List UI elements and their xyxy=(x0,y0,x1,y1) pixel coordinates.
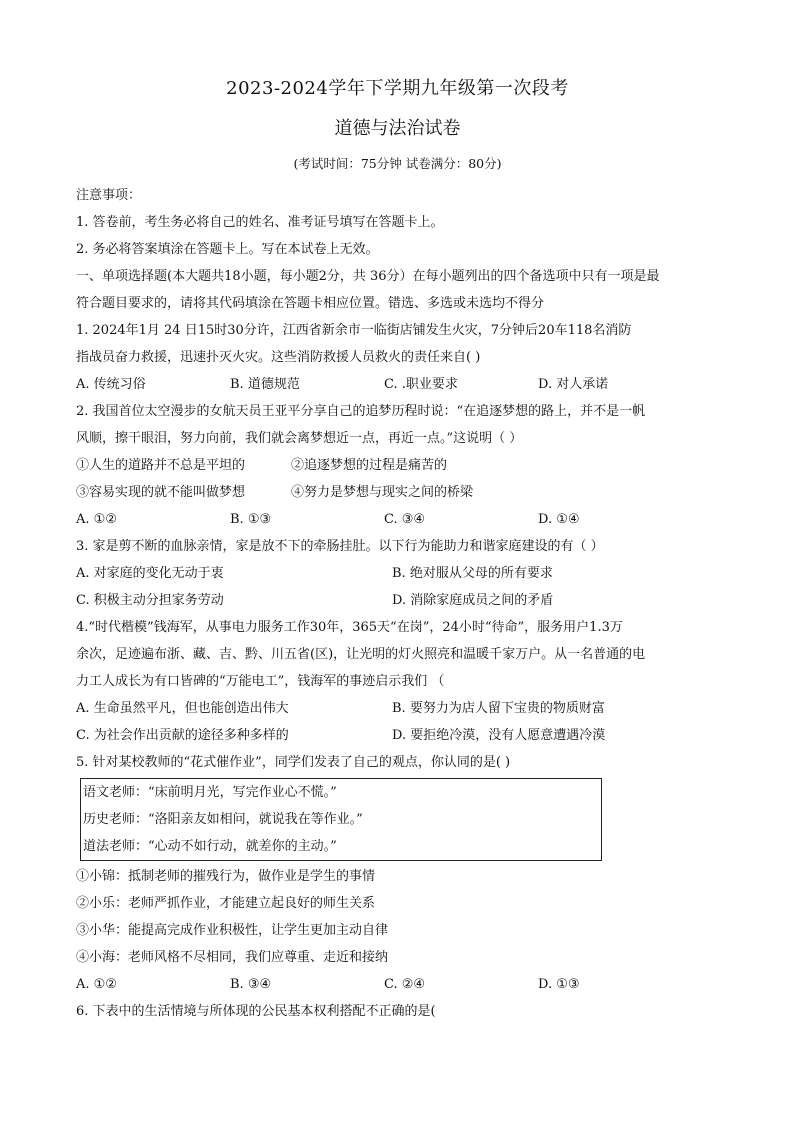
statement: ④小海：老师风格不尽相同，我们应尊重、走近和接纳 xyxy=(76,950,389,965)
note-item: 1. 答卷前，考生务必将自己的姓名、准考证号填写在答题卡上。 xyxy=(76,215,444,230)
option-c: C. 积极主动分担家务劳动 xyxy=(76,593,224,608)
question-4-text: 余次，足迹遍布浙、藏、吉、黔、川五省(区)，让光明的灯火照亮和温暖千家万户。从一名普通的电 xyxy=(76,647,646,662)
option-b: B. ③④ xyxy=(230,977,272,992)
section-instruction: 一、单项选择题(本大题共18小题，每小题2分，共 36分）在每小题列出的四个备选项中只有一项是最 xyxy=(76,269,660,284)
teacher-quote: 道法老师：“心动不如行动，就差你的主动。” xyxy=(83,839,337,854)
question-3-options xyxy=(76,587,719,614)
statement: ①人生的道路并不总是平坦的 xyxy=(76,458,246,473)
question-1-text: 指战员奋力救援，迅速扑灭火灾。这些消防救援人员救火的责任来自( ) xyxy=(76,350,481,365)
question-1-options xyxy=(76,371,719,398)
option-b: B. 绝对服从父母的所有要求 xyxy=(392,566,553,581)
option-a: A. 生命虽然平凡，但也能创造出伟大 xyxy=(76,701,289,716)
option-d: D. 要拒绝冷漠，没有人愿意遭遇冷漠 xyxy=(392,728,606,743)
statement: ①小锦：抵制老师的摧残行为，做作业是学生的事情 xyxy=(76,869,376,884)
option-a: A. 传统习俗 xyxy=(76,377,146,392)
exam-title: 2023-2024学年下学期九年级第一次段考 xyxy=(226,78,569,99)
exam-subject: 道德与法治试卷 xyxy=(334,118,461,139)
option-c: C. .职业要求 xyxy=(384,377,458,392)
statement: ④努力是梦想与现实之间的桥梁 xyxy=(291,485,474,500)
statement: ②追逐梦想的过程是痛苦的 xyxy=(291,458,448,473)
notes-heading: 注意事项： xyxy=(76,188,142,203)
option-c: C. ②④ xyxy=(384,977,426,992)
option-d: D. ①③ xyxy=(538,977,580,992)
option-b: B. 要努力为店人留下宝贵的物质财富 xyxy=(392,701,605,716)
question-3-options xyxy=(76,560,719,587)
statement: ②小乐：老师严抓作业，才能建立起良好的师生关系 xyxy=(76,896,376,911)
option-b: B. ①③ xyxy=(230,512,272,527)
option-a: A. 对家庭的变化无动于衷 xyxy=(76,566,224,581)
statement: ③容易实现的就不能叫做梦想 xyxy=(76,485,246,500)
option-d: D. 消除家庭成员之间的矛盾 xyxy=(392,593,554,608)
question-5-text: 5. 针对某校教师的“花式催作业”，同学们发表了自己的观点，你认同的是( ) xyxy=(76,755,511,770)
question-2-options xyxy=(76,506,719,533)
teacher-quote: 语文老师：“床前明月光，写完作业心不慌。” xyxy=(83,785,337,800)
question-5-options xyxy=(76,971,719,998)
option-a: A. ①② xyxy=(76,977,117,992)
option-b: B. 道德规范 xyxy=(230,377,300,392)
teacher-quote: 历史老师：“洛阳亲友如相问，就说我在等作业。” xyxy=(83,812,363,827)
question-4-text: 力工人成长为有口皆碑的“万能电工”，钱海军的事迹启示我们 （ xyxy=(76,674,445,689)
question-2-statements xyxy=(76,479,719,506)
question-2-text: 2. 我国首位太空漫步的女航天员王亚平分享自己的追梦历程时说：“在追逐梦想的路上，并不是一帆 xyxy=(76,404,646,419)
question-3-text: 3. 家是剪不断的血脉亲情，家是放不下的牵肠挂肚。以下行为能助力和谐家庭建设的有（ ） xyxy=(76,539,604,554)
section-instruction: 符合题目要求的，请将其代码填涂在答题卡相应位置。错选、多选或未选均不得分 xyxy=(76,296,545,311)
statement: ③小华：能提高完成作业积极性，让学生更加主动自律 xyxy=(76,923,389,938)
question-1-text: 1. 2024年1月 24 日15时30分许，江西省新余市一临街店铺发生火灾，7分钟后20车118名消防 xyxy=(76,323,632,338)
option-c: C. 为社会作出贡献的途径多种多样的 xyxy=(76,728,289,743)
question-2-text: 风顺，擦干眼泪，努力向前，我们就会离梦想近一点，再近一点。”这说明（ ） xyxy=(76,431,523,446)
question-6-text: 6. 下表中的生活情境与所体现的公民基本权利搭配不正确的是( xyxy=(76,1004,436,1019)
note-item: 2. 务必将答案填涂在答题卡上。写在本试卷上无效。 xyxy=(76,242,379,257)
question-4-options xyxy=(76,722,719,749)
option-d: D. ①④ xyxy=(538,512,580,527)
question-2-statements xyxy=(76,452,719,479)
option-d: D. 对人承诺 xyxy=(538,377,609,392)
question-4-text: 4.“时代楷模”钱海军，从事电力服务工作30年，365天“在岗”，24小时“待命”，服务用户1.3万 xyxy=(76,620,623,635)
exam-info: (考试时间：75分钟 试卷满分：80分) xyxy=(293,156,502,171)
option-a: A. ①② xyxy=(76,512,117,527)
question-4-options xyxy=(76,695,719,722)
teacher-quotes-box xyxy=(80,778,602,861)
option-c: C. ③④ xyxy=(384,512,426,527)
